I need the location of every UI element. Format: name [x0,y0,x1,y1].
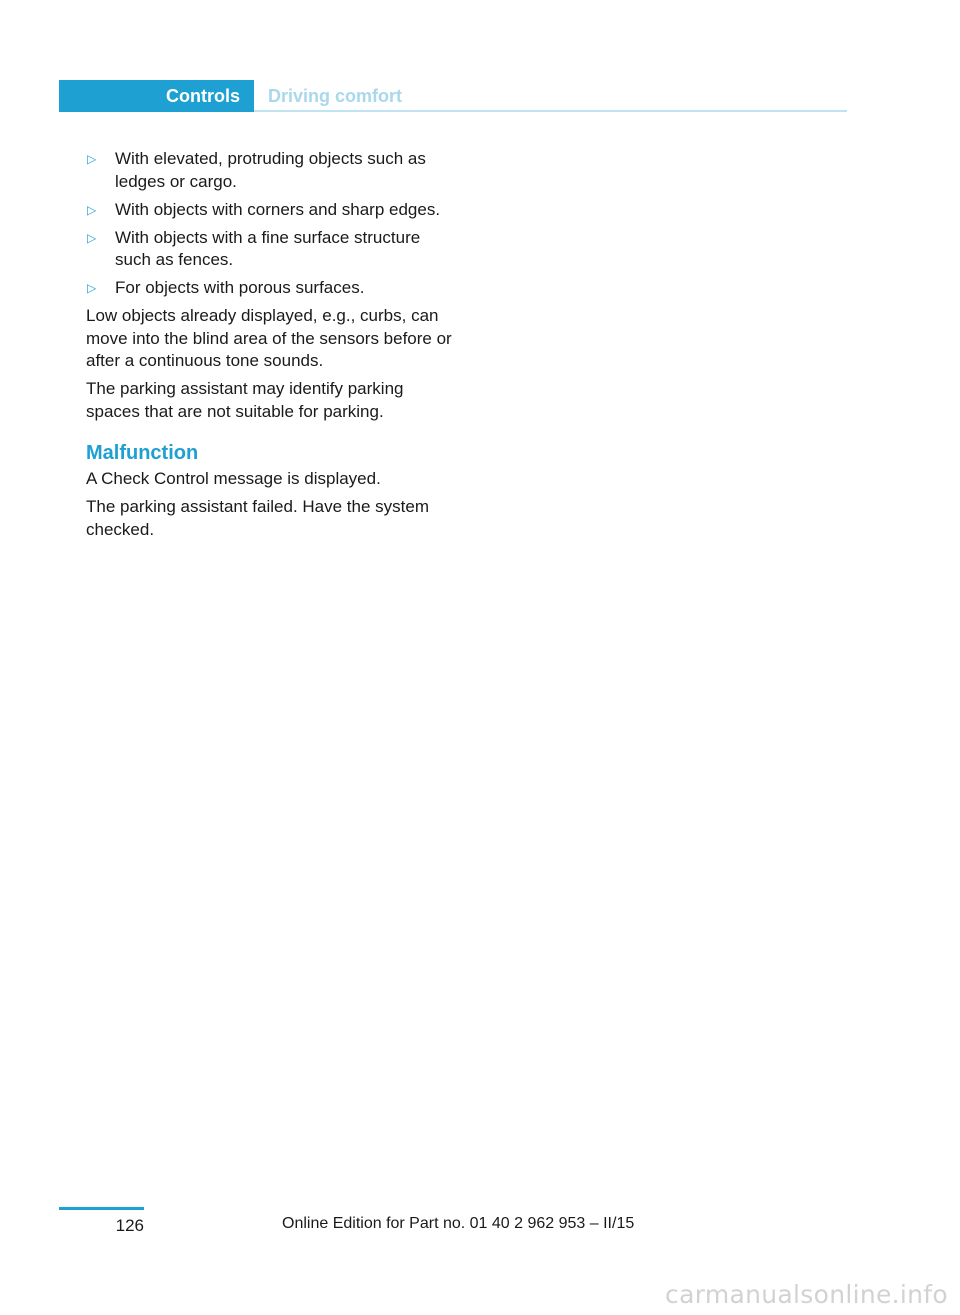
list-item-text: With objects with a fine surface structure such as fences. [115,227,421,269]
triangle-bullet-icon: ▷ [87,202,97,217]
malfunction-heading: Malfunction [86,442,199,464]
triangle-bullet-icon: ▷ [87,230,97,245]
list-item-text: For objects with porous surfaces. [115,278,365,297]
page-number: 126 [115,1216,144,1235]
triangle-bullet-icon: ▷ [87,152,97,166]
header-section-tab: Controls [59,80,254,112]
header-subsection-tab: Driving comfort [268,86,403,106]
list-item-text: With elevated, protruding objects such as ledges or cargo. [115,149,426,191]
list-item [86,227,456,272]
list-item-text: With objects with corners and sharp edges. [115,199,441,219]
triangle-bullet-icon: ▷ [87,281,97,295]
header-rule [254,110,847,112]
paragraph-parking-spaces: The parking assistant may identify parking spaces that are not suitable for parking. [86,379,404,421]
paragraph-system-failed: The parking assistant failed. Have the system checked. [86,497,429,539]
paragraph-low-objects: Low objects already displayed, e.g., curbs, can move into the blind area of the sensors before or after a continuous tone sounds. [86,306,452,370]
paragraph-check-control: A Check Control message is displayed. [86,469,381,488]
page-header [59,80,847,112]
list-item [86,148,456,193]
footer-rule [59,1207,144,1210]
main-content [86,148,456,547]
watermark: carmanualsonline.info [665,1280,948,1309]
edition-info: Online Edition for Part no. 01 40 2 962 953 – II/15 [282,1215,635,1232]
list-item [86,199,456,222]
bullet-list [86,148,456,300]
list-item [86,277,456,300]
